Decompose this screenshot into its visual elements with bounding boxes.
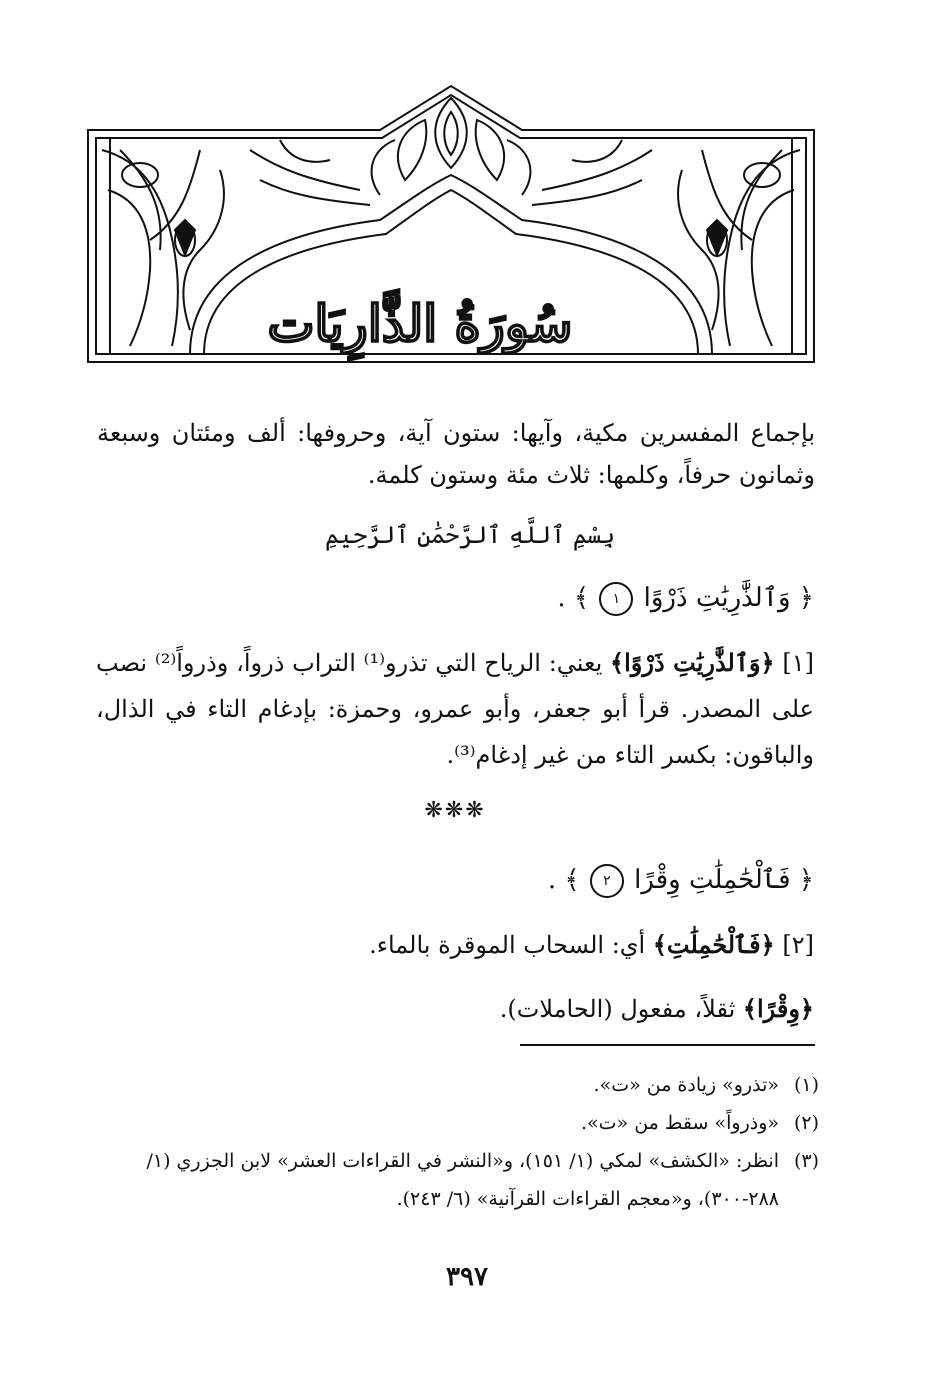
- footnote-number: (٢): [793, 1112, 819, 1134]
- commentary-ref: [١]: [782, 649, 814, 677]
- section-divider: ❋❋❋: [424, 798, 486, 823]
- commentary-ref: [٢]: [782, 931, 814, 959]
- ayah-number-marker: ٢: [590, 864, 624, 898]
- commentary-text: ثقلاً، مفعول (الحاملات).: [499, 995, 743, 1023]
- verse-close-bracket: ﴾ .: [557, 583, 590, 613]
- footnotes: [99, 1066, 819, 1218]
- commentary-3: [500, 986, 814, 1032]
- commentary-quote: ﴿فَٱلْحَٰمِلَٰتِ﴾: [652, 930, 775, 959]
- ayah-number-marker: ١: [599, 582, 633, 616]
- verse-close-bracket: ﴾ .: [547, 865, 580, 895]
- footnote-item: [99, 1142, 819, 1218]
- verse-1: [557, 576, 814, 620]
- verse-text: فَٱلْحَٰمِلَٰتِ وِقْرًا: [634, 865, 791, 895]
- footnote-text: انظر: «الكشف» لمكي (١/ ١٥١)، و«النشر في القراءات العشر» لابن الجزري (١/ ٢٨٨-٣٠٠)، و«معجم القراءات القرآنية» (٦/ ٢٤٣).: [146, 1150, 779, 1210]
- commentary-1: [96, 640, 814, 778]
- intro-paragraph: بإجماع المفسرين مكية، وآيها: ستون آية، وحروفها: ألف ومئتان وسبعة وثمانون حرفاً، وكلمها: ثلاث مئة وستون كلمة.: [97, 419, 815, 489]
- commentary-quote: ﴿وِقْرًا﴾: [742, 994, 814, 1023]
- footnote-number: (١): [793, 1074, 819, 1096]
- verse-text: وَٱلذَّٰرِيَٰتِ ذَرْوًا: [643, 583, 791, 613]
- verse-2: [548, 858, 814, 902]
- footnote-item: [99, 1066, 819, 1104]
- verse-open-bracket: ﴿: [798, 865, 814, 895]
- page-number: ٣٩٧: [446, 1262, 488, 1292]
- commentary-2: [369, 922, 814, 968]
- verse-open-bracket: ﴿: [798, 583, 814, 613]
- basmala: بِسْمِ ٱللَّهِ ٱلرَّحْمَٰنِ ٱلرَّحِيمِ: [324, 521, 616, 549]
- commentary-quote: ﴿وَٱلذَّٰرِيَٰتِ ذَرْوًا﴾: [610, 648, 775, 677]
- commentary-text: أي: السحاب الموقرة بالماء.: [369, 931, 653, 959]
- footnote-separator: [520, 1044, 815, 1046]
- footnote-text: «تذرو» زيادة من «ت».: [593, 1074, 779, 1096]
- commentary-text: يعني: الرياح التي تذرو⁽¹⁾ التراب ذرواً، وذرواً⁽²⁾ نصب على المصدر. قرأ أبو جعفر، وأبو عمرو، وحمزة: بإدغام التاء في الذال، والباقون: بكسر التاء من غير إدغام⁽³⁾.: [96, 649, 814, 769]
- surah-title: سُورَةُ الذَّارِيَات: [267, 293, 573, 353]
- footnote-item: [99, 1104, 819, 1142]
- footnote-number: (٣): [793, 1150, 819, 1172]
- footnote-text: «وذرواً» سقط من «ت».: [580, 1112, 779, 1134]
